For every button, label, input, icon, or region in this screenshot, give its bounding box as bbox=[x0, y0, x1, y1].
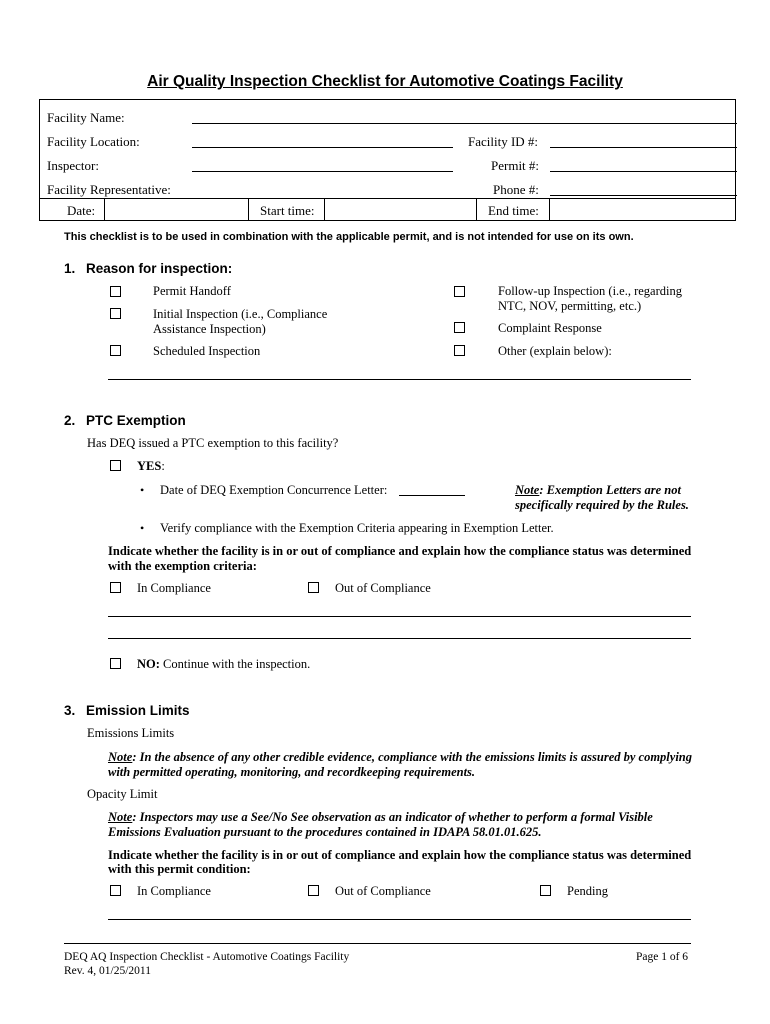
inspector-label: Inspector: bbox=[47, 158, 99, 173]
yes-text: YES bbox=[137, 459, 162, 473]
indicate-3-line1: Indicate whether the facility is in or out of compliance and explain how the compliance status was determined bbox=[108, 848, 692, 862]
section-2-title: PTC Exemption bbox=[86, 413, 186, 428]
exemption-note-label: Note bbox=[515, 483, 540, 497]
indicate-2-line1: Indicate whether the facility is in or out of compliance and explain how the compliance status was determined bbox=[108, 544, 692, 558]
initial-inspection-label-1: Initial Inspection (i.e., Compliance bbox=[153, 307, 328, 321]
footer-revision: Rev. 4, 01/25/2011 bbox=[64, 965, 151, 977]
opacity-pending-checkbox[interactable] bbox=[540, 885, 551, 896]
inspector-field[interactable] bbox=[192, 171, 453, 172]
yes-label bbox=[137, 459, 165, 474]
ptc-out-compliance-label: Out of Compliance bbox=[335, 581, 431, 595]
emissions-note-2: with permitted operating, monitoring, and recordkeeping requirements. bbox=[108, 765, 476, 779]
bullet-1: • bbox=[140, 483, 145, 497]
footer-page-number: Page 1 of 6 bbox=[636, 951, 689, 963]
permit-handoff-checkbox[interactable] bbox=[110, 286, 121, 297]
yes-checkbox[interactable] bbox=[110, 460, 121, 471]
bullet-2: • bbox=[140, 521, 145, 535]
opacity-out-compliance-label: Out of Compliance bbox=[335, 884, 431, 898]
section-3-title: Emission Limits bbox=[86, 703, 190, 718]
section-1-number: 1. bbox=[64, 261, 76, 276]
no-label bbox=[137, 657, 310, 672]
end-cell-divider bbox=[476, 198, 477, 221]
other-checkbox[interactable] bbox=[454, 345, 465, 356]
exemption-note-2: specifically required by the Rules. bbox=[515, 498, 689, 512]
ptc-question: Has DEQ issued a PTC exemption to this facility? bbox=[87, 436, 339, 450]
phone-field[interactable] bbox=[550, 195, 737, 196]
start-value-divider bbox=[324, 198, 325, 221]
other-explain-line[interactable] bbox=[108, 379, 691, 380]
initial-inspection-checkbox[interactable] bbox=[110, 308, 121, 319]
facility-location-field[interactable] bbox=[192, 147, 453, 148]
facility-rep-label: Facility Representative: bbox=[47, 182, 171, 197]
followup-inspection-checkbox[interactable] bbox=[454, 286, 465, 297]
permit-handoff-label: Permit Handoff bbox=[153, 284, 231, 298]
date-cell-divider bbox=[104, 198, 105, 221]
facility-info-box bbox=[39, 99, 736, 221]
emissions-note-1 bbox=[108, 750, 692, 765]
ptc-in-compliance-checkbox[interactable] bbox=[110, 582, 121, 593]
scheduled-inspection-checkbox[interactable] bbox=[110, 345, 121, 356]
opacity-note-1 bbox=[108, 810, 653, 825]
opacity-note-2: Emissions Evaluation pursuant to the procedures contained in IDAPA 58.01.01.625. bbox=[108, 825, 542, 839]
facility-id-field[interactable] bbox=[550, 147, 737, 148]
complaint-response-checkbox[interactable] bbox=[454, 322, 465, 333]
opacity-explain-line[interactable] bbox=[108, 919, 691, 920]
section-1-title: Reason for inspection: bbox=[86, 261, 233, 276]
emissions-limits-label: Emissions Limits bbox=[87, 726, 175, 740]
date-letter-label: Date of DEQ Exemption Concurrence Letter: bbox=[160, 483, 388, 497]
facility-location-label: Facility Location: bbox=[47, 134, 140, 149]
exemption-note-text-1: : Exemption Letters are not bbox=[539, 483, 681, 497]
page-title: Air Quality Inspection Checklist for Automotive Coatings Facility bbox=[147, 73, 623, 90]
facility-name-label: Facility Name: bbox=[47, 110, 125, 125]
ptc-in-compliance-label: In Compliance bbox=[137, 581, 211, 595]
opacity-in-compliance-label: In Compliance bbox=[137, 884, 211, 898]
permit-field[interactable] bbox=[550, 171, 737, 172]
verify-text: Verify compliance with the Exemption Criteria appearing in Exemption Letter. bbox=[160, 521, 554, 535]
disclaimer-text: This checklist is to be used in combination with the applicable permit, and is not intended for use on its own. bbox=[64, 231, 634, 243]
ptc-explain-line-1[interactable] bbox=[108, 616, 691, 617]
opacity-pending-label: Pending bbox=[567, 884, 608, 898]
no-text: NO: bbox=[137, 657, 160, 671]
ptc-out-compliance-checkbox[interactable] bbox=[308, 582, 319, 593]
indicate-3-line2: with this permit condition: bbox=[108, 862, 251, 876]
indicate-2-line2: with the exemption criteria: bbox=[108, 559, 257, 573]
opacity-in-compliance-checkbox[interactable] bbox=[110, 885, 121, 896]
start-cell-divider bbox=[248, 198, 249, 221]
initial-inspection-label-2: Assistance Inspection) bbox=[153, 322, 266, 336]
opacity-out-compliance-checkbox[interactable] bbox=[308, 885, 319, 896]
followup-inspection-label-2: NTC, NOV, permitting, etc.) bbox=[498, 299, 642, 313]
facility-id-label: Facility ID #: bbox=[468, 134, 539, 149]
date-letter-field[interactable] bbox=[399, 495, 465, 496]
opacity-note-text-1: : Inspectors may use a See/No See observation as an indicator of whether to perform a formal Visible bbox=[132, 810, 653, 824]
emissions-note-label: Note bbox=[108, 750, 133, 764]
followup-inspection-label-1: Follow-up Inspection (i.e., regarding bbox=[498, 284, 682, 298]
section-2-number: 2. bbox=[64, 413, 76, 428]
opacity-note-label: Note bbox=[108, 810, 133, 824]
start-time-label: Start time: bbox=[260, 203, 315, 218]
ptc-explain-line-2[interactable] bbox=[108, 638, 691, 639]
end-time-label: End time: bbox=[488, 203, 539, 218]
complaint-response-label: Complaint Response bbox=[498, 321, 602, 335]
section-3-number: 3. bbox=[64, 703, 76, 718]
exemption-note-1 bbox=[515, 483, 681, 498]
no-continue-text: Continue with the inspection. bbox=[159, 657, 311, 671]
yes-colon: : bbox=[161, 459, 165, 473]
facility-name-field[interactable] bbox=[192, 123, 737, 124]
phone-label: Phone #: bbox=[493, 182, 539, 197]
other-label: Other (explain below): bbox=[498, 344, 612, 358]
footer-rule bbox=[64, 943, 691, 944]
permit-label: Permit #: bbox=[491, 158, 540, 173]
date-row-divider bbox=[39, 198, 736, 199]
date-label: Date: bbox=[67, 203, 96, 218]
emissions-note-text-1: : In the absence of any other credible evidence, compliance with the emissions limits is assured by complying bbox=[132, 750, 693, 764]
opacity-limit-label: Opacity Limit bbox=[87, 787, 158, 801]
scheduled-inspection-label: Scheduled Inspection bbox=[153, 344, 261, 358]
footer-doc-title: DEQ AQ Inspection Checklist - Automotive Coatings Facility bbox=[64, 951, 350, 963]
end-value-divider bbox=[549, 198, 550, 221]
no-checkbox[interactable] bbox=[110, 658, 121, 669]
